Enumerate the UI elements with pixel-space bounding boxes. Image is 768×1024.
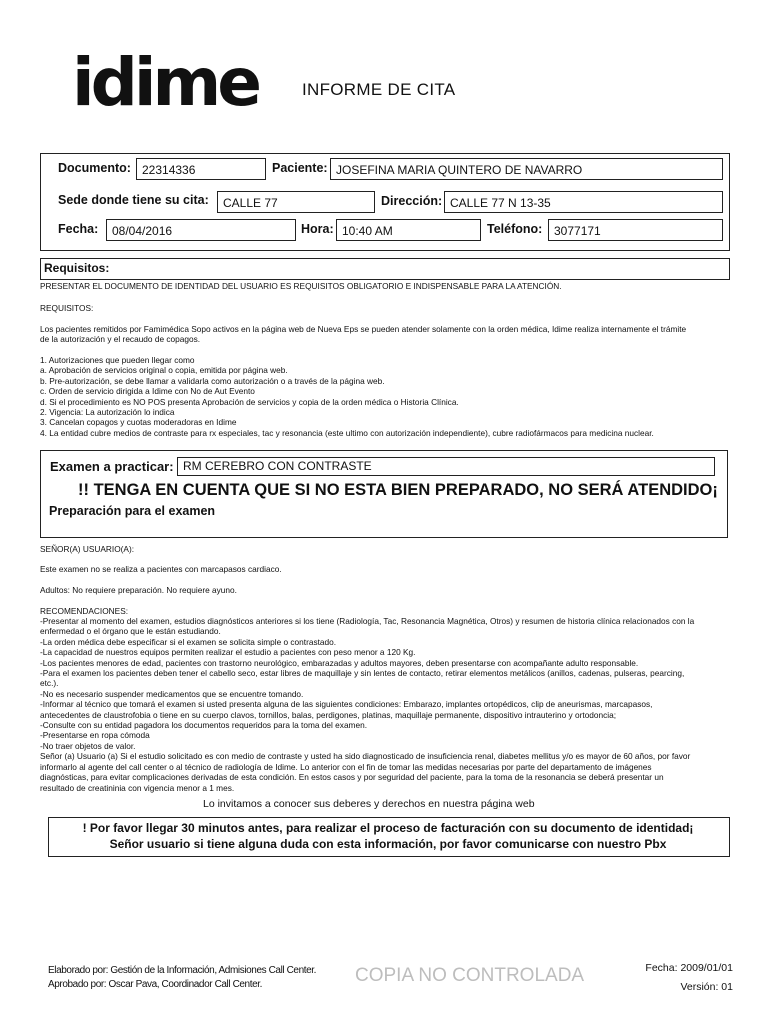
footer-aprobado: Aprobado por: Oscar Pava, Coordinador Call Center.	[48, 979, 263, 990]
footer-elaborado: Elaborado por: Gestión de la Información, Admisiones Call Center.	[48, 965, 317, 976]
list-item: -Presentarse en ropa cómoda	[40, 730, 150, 741]
exam-warning: !! TENGA EN CUENTA QUE SI NO ESTA BIEN PREPARADO, NO SERÁ ATENDIDO¡	[78, 481, 718, 499]
idime-logo: idime	[72, 44, 259, 121]
list-item: resultado de creatininia con vigencia menor a 1 mes.	[40, 782, 235, 793]
list-item: 1. Autorizaciones que pueden llegar como	[40, 355, 195, 365]
footer-version: Versión: 01	[680, 981, 733, 993]
list-item: etc.).	[40, 678, 59, 689]
list-item: -Los pacientes menores de edad, pacientes con trastorno neurológico, embarazadas y adultos mayores, deben presentarse con acompañante adulto responsable.	[40, 657, 639, 668]
paciente-label: Paciente:	[272, 161, 328, 175]
invite-text: Lo invitamos a conocer sus deberes y derechos en nuestra página web	[203, 798, 535, 810]
hora-label: Hora:	[301, 222, 334, 236]
list-item: -No es necesario suspender medicamentos que se encuentre tomando.	[40, 688, 304, 699]
list-item: -Presentar al momento del examen, estudios diagnósticos anteriores si los tiene (Radiología, Tac, Resonancia Magnética, Otros) y resumen de historia clínica relacionados con la	[40, 616, 695, 626]
list-item: antecedentes de claustrofobia o tiene en su cuerpo clavos, tornillos, balas, perdigones, platinas, maquillaje permanente, dispositivo intrauterino y ortodoncia;	[40, 709, 617, 720]
documento-field: 22314336	[136, 158, 266, 180]
fecha-label: Fecha:	[58, 222, 99, 236]
requisitos-paragraph-2: de la autorización y el recaudo de copagos.	[40, 334, 201, 344]
requisitos-paragraph-1: Los pacientes remitidos por Famimédica Sopo activos en la página web de Nueva Eps se pueden atender solamente con la orden médica, Idime realiza internamente el trámite	[40, 324, 687, 334]
requisitos-intro: PRESENTAR EL DOCUMENTO DE IDENTIDAD DEL USUARIO ES REQUISITOS OBLIGATORIO E INDISPENSABLE PARA LA ATENCIÓN.	[40, 281, 562, 291]
requisitos-header-box	[40, 258, 730, 280]
requisitos-subheading: REQUISITOS:	[40, 303, 94, 313]
list-item: 3. Cancelan copagos y cuotas moderadoras en Idime	[40, 417, 237, 428]
list-item: d. Si el procedimiento es NO POS presenta Aprobación de servicios y copia de la orden médica o Historia Clínica.	[40, 396, 459, 407]
prep-note-1: Este examen no se realiza a pacientes con marcapasos cardiaco.	[40, 564, 282, 574]
list-item: b. Pre-autorización, se debe llamar a validarla como autorización o a través de la página web.	[40, 375, 385, 386]
notice-line-1: ! Por favor llegar 30 minutos antes, para realizar el proceso de facturación con su documento de identidad¡	[82, 821, 694, 835]
list-item: 2. Vigencia: La autorización lo indica	[40, 407, 175, 418]
list-item: informarlo al agente del call center o al técnico de radiología de Idime. Lo anterior con el fin de tomar las medidas necesarias por parte del departamento de imágenes	[40, 761, 652, 772]
notice-line-2: Señor usuario si tiene alguna duda con esta información, por favor comunicarse con nuestro Pbx	[109, 837, 667, 851]
requisitos-list	[40, 355, 745, 438]
list-item: enfermedad o el órgano que le están estudiando.	[40, 626, 221, 637]
recommendations-heading: RECOMENDACIONES:	[40, 606, 129, 616]
fecha-field: 08/04/2016	[106, 219, 296, 241]
list-item: -La orden médica debe especificar si el examen se solicita simple o contrastado.	[40, 636, 337, 647]
exam-field: RM CEREBRO CON CONTRASTE	[177, 457, 715, 476]
page-title: INFORME DE CITA	[302, 80, 456, 99]
prep-heading: Preparación para el examen	[49, 504, 216, 518]
list-item: diagnósticas, para evitar complicaciones derivadas de esta condición. En estos casos y por seguridad del paciente, para la toma de la resonancia se deberá presentar un	[40, 772, 664, 783]
list-item: a. Aprobación de servicios original o copia, emitida por página web.	[40, 365, 288, 376]
hora-field: 10:40 AM	[336, 219, 481, 241]
list-item: -Consulte con su entidad pagadora los documentos requeridos para la toma del examen.	[40, 720, 368, 731]
list-item: Señor (a) Usuario (a) Si el estudio solicitado es con medio de contraste y usted ha sido diagnosticado de insuficiencia renal, diabetes mellitus y/o es mayor de 60 años, por favor	[40, 751, 691, 762]
paciente-field: JOSEFINA MARIA QUINTERO DE NAVARRO	[330, 158, 723, 180]
recommendations-list	[40, 616, 745, 793]
sede-label: Sede donde tiene su cita:	[58, 193, 209, 207]
list-item: -La capacidad de nuestros equipos permiten realizar el estudio a pacientes con peso menor a 120 Kg.	[40, 647, 416, 658]
direccion-field: CALLE 77 N 13-35	[444, 191, 723, 213]
list-item: -Para el examen los pacientes deben tener el cabello seco, estar libres de maquillaje y sin lentes de contacto, retirar elementos metálicos (anillos, cadenas, pulseras, pearcing,	[40, 668, 685, 679]
documento-label: Documento:	[58, 161, 131, 175]
list-item: -No traer objetos de valor.	[40, 740, 136, 751]
list-item: 4. La entidad cubre medios de contraste para rx especiales, tac y resonancia (este ultimo con autorización independiente), cubre radiofármacos para medicina nuclear.	[40, 427, 654, 438]
telefono-field: 3077171	[548, 219, 723, 241]
sede-field: CALLE 77	[217, 191, 375, 213]
salutation: SEÑOR(A) USUARIO(A):	[40, 544, 135, 554]
exam-label: Examen a practicar:	[50, 459, 174, 474]
footer-fecha: Fecha: 2009/01/01	[645, 962, 733, 974]
telefono-label: Teléfono:	[487, 222, 543, 236]
footer-copia: COPIA NO CONTROLADA	[355, 965, 585, 986]
requisitos-heading: Requisitos:	[44, 261, 110, 275]
prep-note-2: Adultos: No requiere preparación. No requiere ayuno.	[40, 585, 237, 595]
list-item: c. Orden de servicio dirigida a Idime con No de Aut Evento	[40, 386, 255, 397]
direccion-label: Dirección:	[381, 194, 443, 208]
list-item: -Informar al técnico que tomará el examen si usted presenta alguna de las siguientes condiciones: Embarazo, implantes ortopédicos, clip de aneurismas, marcapasos,	[40, 699, 653, 710]
